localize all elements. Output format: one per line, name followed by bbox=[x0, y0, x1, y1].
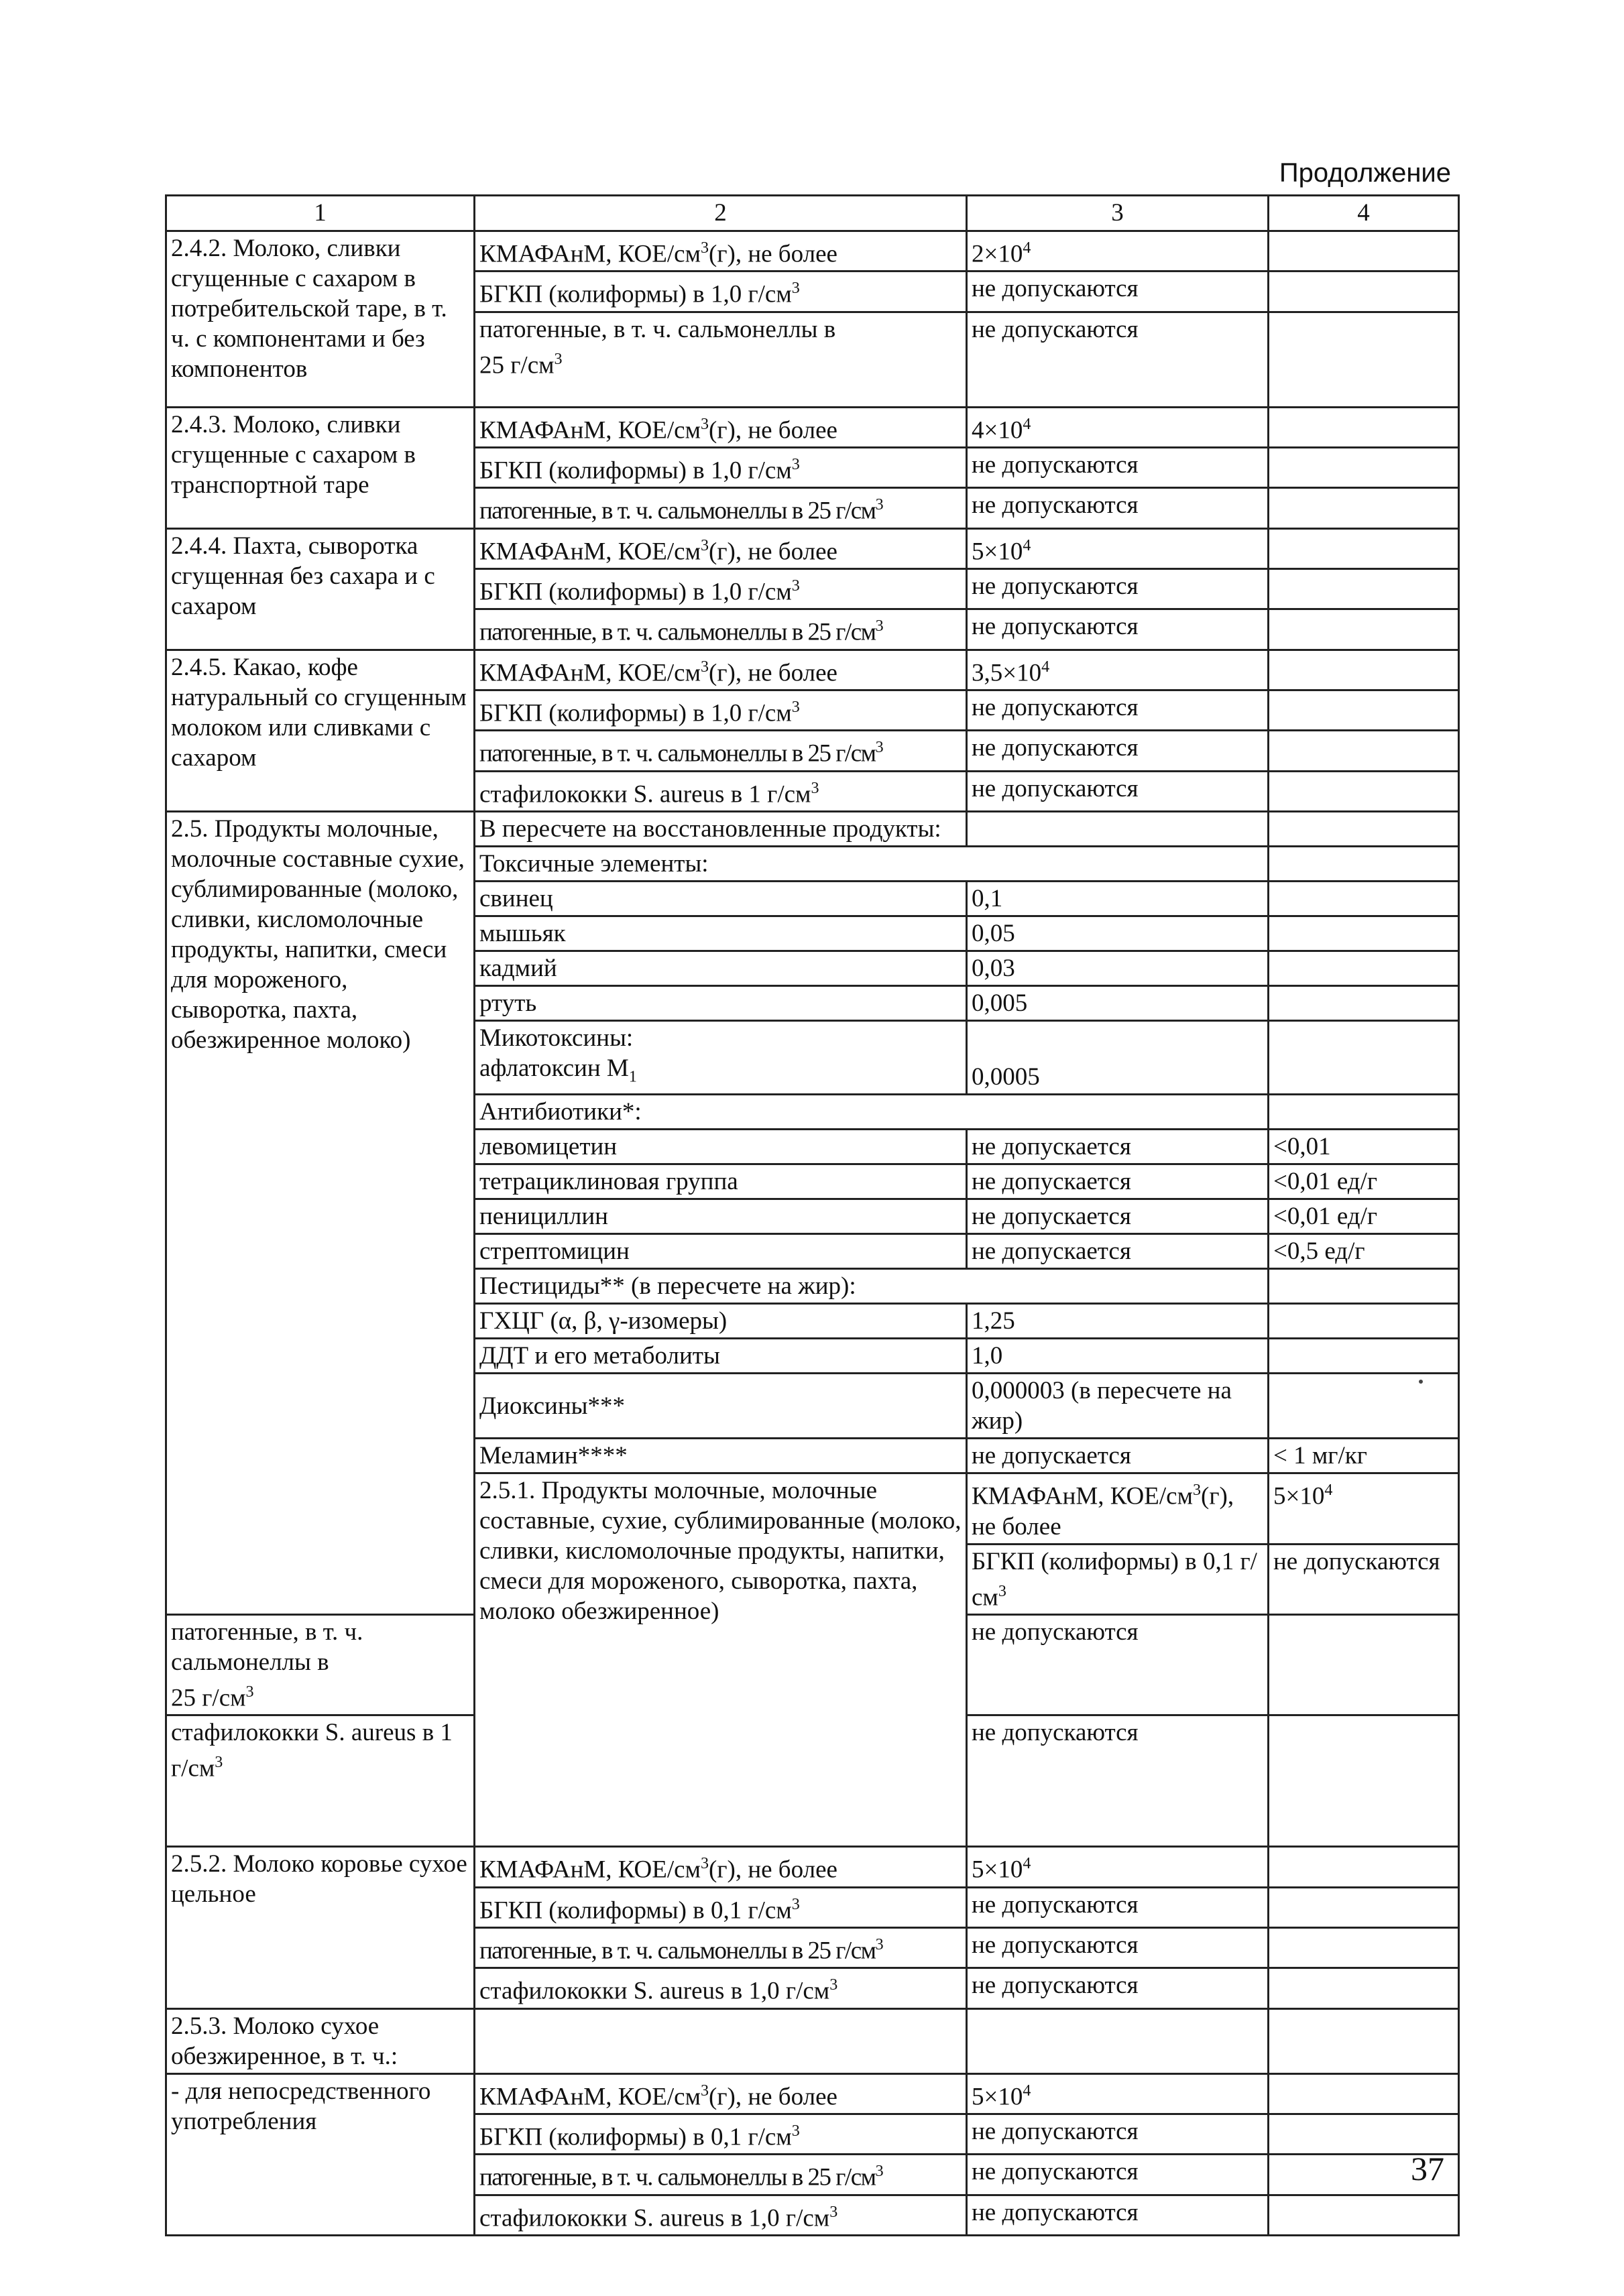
indicator: Меламин**** bbox=[475, 1439, 967, 1473]
limit-value: не допускаются bbox=[967, 1887, 1269, 1927]
product-category: 2.4.4. Пахта, сыворотка сгущенная без сахара и с сахаром bbox=[166, 528, 475, 650]
limit-value: 0,05 bbox=[967, 916, 1269, 951]
note bbox=[1269, 528, 1459, 568]
note bbox=[1269, 1715, 1459, 1847]
table-header-row bbox=[166, 196, 1459, 231]
note bbox=[1269, 2195, 1459, 2235]
indicator: КМАФАнМ, КОЕ/$см^3(г)$, не более bbox=[475, 231, 967, 271]
limit-value: не допускаются bbox=[967, 609, 1269, 650]
indicator: КМАФАнМ, КОЕ/$см^3(г)$, не более bbox=[967, 1473, 1269, 1544]
indicator: пенициллин bbox=[475, 1199, 967, 1234]
limit-value: $4\times 10^4$ bbox=[967, 407, 1269, 447]
limit-value bbox=[967, 811, 1269, 846]
note bbox=[1269, 951, 1459, 985]
indicator: ДДТ и его метаболиты bbox=[475, 1339, 967, 1374]
indicator: КМАФАнМ, КОЕ/$см^3(г)$, не более bbox=[475, 2073, 967, 2114]
continuation-label: Продолжение bbox=[1279, 158, 1451, 188]
note: < 1 мг/кг bbox=[1269, 1439, 1459, 1473]
indicator: Микотоксины: афлатоксин $M_1$ bbox=[475, 1020, 967, 1094]
indicator: БГКП (колиформы) в 1,0 $г/см^3$ bbox=[475, 271, 967, 312]
scan-speck bbox=[1419, 1380, 1423, 1384]
limit-value: не допускается bbox=[967, 1439, 1269, 1473]
note bbox=[1269, 1887, 1459, 1927]
indicator: ГХЦГ (α, β, γ-изомеры) bbox=[475, 1304, 967, 1339]
note bbox=[1269, 650, 1459, 690]
indicator: ртуть bbox=[475, 985, 967, 1020]
indicator: БГКП (колиформы) в 0,1 $г/см^3$ bbox=[967, 1544, 1269, 1614]
note bbox=[1269, 568, 1459, 609]
indicator: БГКП (колиформы) в 1,0 $г/см^3$ bbox=[475, 690, 967, 730]
note bbox=[1269, 231, 1459, 271]
limit-value: не допускается bbox=[967, 1130, 1269, 1164]
indicator: В пересчете на восстановленные продукты: bbox=[475, 811, 967, 846]
section-heading: Токсичные элементы: bbox=[475, 846, 1269, 881]
indicator: левомицетин bbox=[475, 1130, 967, 1164]
indicator: тетрациклиновая группа bbox=[475, 1164, 967, 1199]
indicator: мышьяк bbox=[475, 916, 967, 951]
product-category: 2.5. Продукты молочные, молочные составные сухие, сублимированные (молоко, сливки, кисломолочные продукты, напитки, смеси для мороженого, сыворотка, пахта, обезжиренное молоко) bbox=[166, 811, 475, 1614]
indicator: стрептомицин bbox=[475, 1234, 967, 1269]
note bbox=[1269, 1020, 1459, 1094]
note bbox=[1269, 488, 1459, 528]
page-number: 37 bbox=[1411, 2150, 1444, 2187]
note: <0,01 bbox=[1269, 1130, 1459, 1164]
indicator: КМАФАнМ, КОЕ/$см^3(г)$, не более bbox=[475, 1847, 967, 1887]
note bbox=[1269, 2008, 1459, 2073]
indicator: патогенные, в т. ч. сальмонеллы в 25 $г/см^3$ bbox=[475, 1927, 967, 1968]
limit-value: 1,0 bbox=[967, 1339, 1269, 1374]
indicator: патогенные, в т. ч. сальмонеллы в 25 $г/см^3$ bbox=[475, 312, 967, 407]
product-category: 2.5.1. Продукты молочные, молочные составные, сухие, сублимированные (молоко, сливки, кисломолочные продукты, напитки, смеси для мороженого, сыворотка, пахта, молоко обезжиренное) bbox=[475, 1473, 967, 1847]
limit-value: не допускаются bbox=[967, 312, 1269, 407]
limit-value: не допускаются bbox=[967, 1715, 1269, 1847]
indicator: патогенные, в т. ч. сальмонеллы в 25 $г/см^3$ bbox=[475, 2155, 967, 2195]
indicator: стафилококки S. aureus в 1 $г/см^3$ bbox=[475, 771, 967, 811]
limit-value: $5\times 10^4$ bbox=[967, 1847, 1269, 1887]
limit-value: не допускаются bbox=[967, 2155, 1269, 2195]
limit-value: не допускаются bbox=[967, 488, 1269, 528]
limit-value: не допускается bbox=[967, 1234, 1269, 1269]
column-header-1: 1 bbox=[166, 196, 475, 231]
note bbox=[1269, 690, 1459, 730]
indicator: БГКП (колиформы) в 1,0 $г/см^3$ bbox=[475, 568, 967, 609]
limit-value: не допускаются bbox=[967, 447, 1269, 487]
limit-value: 0,1 bbox=[967, 881, 1269, 916]
indicator: БГКП (колиформы) в 0,1 $г/см^3$ bbox=[475, 2114, 967, 2154]
note bbox=[1269, 1095, 1459, 1130]
limit-value: не допускаются bbox=[967, 690, 1269, 730]
note bbox=[1269, 407, 1459, 447]
note bbox=[1269, 1304, 1459, 1339]
indicator: патогенные, в т. ч. сальмонеллы в 25 $г/см^3$ bbox=[166, 1614, 475, 1715]
limit-value: $5\times 10^4$ bbox=[967, 2073, 1269, 2114]
indicator: КМАФАнМ, КОЕ/$см^3(г)$, не более bbox=[475, 650, 967, 690]
column-header-3: 3 bbox=[967, 196, 1269, 231]
column-header-2: 2 bbox=[475, 196, 967, 231]
limit-value: не допускаются bbox=[967, 771, 1269, 811]
table-row bbox=[166, 2008, 1459, 2073]
table-row bbox=[166, 528, 1459, 568]
note bbox=[1269, 771, 1459, 811]
indicator: КМАФАнМ, КОЕ/$см^3(г)$, не более bbox=[475, 407, 967, 447]
limit-value: $3,5\times 10^4$ bbox=[967, 650, 1269, 690]
indicator: патогенные, в т. ч. сальмонеллы в 25 $г/см^3$ bbox=[475, 731, 967, 771]
indicator: КМАФАнМ, КОЕ/$см^3(г)$, не более bbox=[475, 528, 967, 568]
limit-value: не допускаются bbox=[967, 1927, 1269, 1968]
indicator: кадмий bbox=[475, 951, 967, 985]
note bbox=[1269, 312, 1459, 407]
product-category: 2.5.3. Молоко сухое обезжиренное, в т. ч.: bbox=[166, 2008, 475, 2073]
note bbox=[1269, 811, 1459, 846]
indicator: БГКП (колиформы) в 1,0 $г/см^3$ bbox=[475, 447, 967, 487]
note bbox=[1269, 1374, 1459, 1439]
note bbox=[1269, 447, 1459, 487]
note: <0,01 ед/г bbox=[1269, 1199, 1459, 1234]
indicator: стафилококки S. aureus в 1 $г/см^3$ bbox=[166, 1715, 475, 1847]
note: <0,01 ед/г bbox=[1269, 1164, 1459, 1199]
indicator: стафилококки S. aureus в 1,0 $г/см^3$ bbox=[475, 2195, 967, 2235]
limit-value: не допускаются bbox=[967, 1968, 1269, 2008]
indicator: стафилококки S. aureus в 1,0 $г/см^3$ bbox=[475, 1968, 967, 2008]
table-row bbox=[166, 650, 1459, 690]
note bbox=[1269, 1927, 1459, 1968]
product-category: 2.5.2. Молоко коровье сухое цельное bbox=[166, 1847, 475, 2008]
limit-value: не допускаются bbox=[967, 2114, 1269, 2154]
limit-value: не допускаются bbox=[967, 731, 1269, 771]
note bbox=[1269, 731, 1459, 771]
note bbox=[1269, 881, 1459, 916]
limit-value: не допускается bbox=[967, 1199, 1269, 1234]
indicator: Диоксины*** bbox=[475, 1374, 967, 1439]
note bbox=[1269, 1847, 1459, 1887]
note bbox=[1269, 1339, 1459, 1374]
product-category: 2.4.3. Молоко, сливки сгущенные с сахаром в транспортной таре bbox=[166, 407, 475, 528]
limit-value: не допускаются bbox=[1269, 1544, 1459, 1614]
table-row bbox=[166, 1847, 1459, 1887]
product-category: 2.4.2. Молоко, сливки сгущенные с сахаром в потребительской таре, в т. ч. с компонентами и без компонентов bbox=[166, 231, 475, 408]
requirements-table bbox=[165, 194, 1460, 2236]
note bbox=[1269, 846, 1459, 881]
note bbox=[1269, 1614, 1459, 1715]
product-category: 2.4.5. Какао, кофе натуральный со сгущенным молоком или сливками с сахаром bbox=[166, 650, 475, 811]
product-category: - для непосредственного употребления bbox=[166, 2073, 475, 2235]
section-heading: Пестициды** (в пересчете на жир): bbox=[475, 1269, 1269, 1304]
note: <0,5 ед/г bbox=[1269, 1234, 1459, 1269]
table-row bbox=[166, 231, 1459, 271]
limit-value: $5\times 10^4$ bbox=[1269, 1473, 1459, 1544]
table-row bbox=[166, 407, 1459, 447]
limit-value: $2\times 10^4$ bbox=[967, 231, 1269, 271]
note bbox=[1269, 271, 1459, 312]
limit-value: 0,0005 bbox=[967, 1020, 1269, 1094]
indicator bbox=[475, 2008, 967, 2073]
limit-value: $5\times 10^4$ bbox=[967, 528, 1269, 568]
limit-value bbox=[967, 2008, 1269, 2073]
limit-value: 1,25 bbox=[967, 1304, 1269, 1339]
limit-value: не допускаются bbox=[967, 568, 1269, 609]
limit-value: не допускаются bbox=[967, 2195, 1269, 2235]
note bbox=[1269, 1269, 1459, 1304]
limit-value: не допускаются bbox=[967, 1614, 1269, 1715]
limit-value: не допускаются bbox=[967, 271, 1269, 312]
note bbox=[1269, 2114, 1459, 2154]
indicator: свинец bbox=[475, 881, 967, 916]
indicator: патогенные, в т. ч. сальмонеллы в 25 $г/см^3$ bbox=[475, 488, 967, 528]
column-header-4: 4 bbox=[1269, 196, 1459, 231]
limit-value: 0,000003 (в пересчете на жир) bbox=[967, 1374, 1269, 1439]
note bbox=[1269, 2073, 1459, 2114]
note bbox=[1269, 985, 1459, 1020]
note bbox=[1269, 609, 1459, 650]
limit-value: 0,03 bbox=[967, 951, 1269, 985]
note bbox=[1269, 916, 1459, 951]
note bbox=[1269, 1968, 1459, 2008]
indicator: БГКП (колиформы) в 0,1 $г/см^3$ bbox=[475, 1887, 967, 1927]
section-heading: Антибиотики*: bbox=[475, 1095, 1269, 1130]
limit-value: 0,005 bbox=[967, 985, 1269, 1020]
limit-value: не допускается bbox=[967, 1164, 1269, 1199]
table-row bbox=[166, 2073, 1459, 2114]
table-row bbox=[166, 811, 1459, 846]
indicator: патогенные, в т. ч. сальмонеллы в 25 $г/см^3$ bbox=[475, 609, 967, 650]
